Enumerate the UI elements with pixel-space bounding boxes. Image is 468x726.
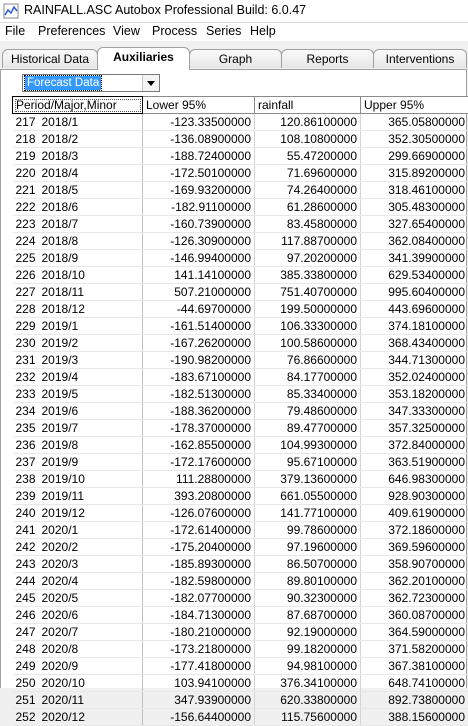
col-header-lower-95[interactable]: Lower 95%	[143, 97, 255, 114]
cell-rainfall[interactable]: 90.32300000	[255, 590, 361, 607]
cell-lower-95[interactable]: 141.14100000	[143, 267, 255, 284]
period-label: 2018/9	[42, 251, 79, 265]
cell-period[interactable]	[13, 284, 143, 301]
row-number: 250	[16, 676, 42, 690]
cell-lower-95[interactable]: -172.17600000	[143, 454, 255, 471]
period-label: 2020/4	[42, 574, 79, 588]
period-label: 2019/3	[42, 353, 79, 367]
cell-upper-95[interactable]: 367.38100000	[361, 658, 468, 675]
cell-rainfall[interactable]: 106.33300000	[255, 318, 361, 335]
row-number: 221	[16, 183, 42, 197]
cell-lower-95[interactable]: -167.26200000	[143, 335, 255, 352]
period-label: 2018/6	[42, 200, 79, 214]
cell-upper-95[interactable]: 327.65400000	[361, 216, 468, 233]
col-header-upper-95[interactable]: Upper 95%	[361, 97, 468, 114]
cell-upper-95[interactable]: 315.89200000	[361, 165, 468, 182]
table-row[interactable]	[13, 658, 468, 675]
cell-lower-95[interactable]: -190.98200000	[143, 352, 255, 369]
cell-lower-95[interactable]: -162.85500000	[143, 437, 255, 454]
cell-rainfall[interactable]: 199.50000000	[255, 301, 361, 318]
cell-lower-95[interactable]: -175.20400000	[143, 539, 255, 556]
cell-upper-95[interactable]: 352.02400000	[361, 369, 468, 386]
period-label: 2018/11	[42, 285, 85, 299]
cell-rainfall[interactable]: 94.98100000	[255, 658, 361, 675]
cell-lower-95[interactable]: -185.89300000	[143, 556, 255, 573]
period-label: 2019/5	[42, 387, 79, 401]
cell-period[interactable]	[13, 267, 143, 284]
title-bar	[0, 0, 468, 23]
cell-period[interactable]	[13, 182, 143, 199]
row-number: 220	[16, 166, 42, 180]
cell-lower-95[interactable]: -180.21000000	[143, 624, 255, 641]
table-row[interactable]	[13, 437, 468, 454]
period-label: 2018/7	[42, 217, 79, 231]
cell-lower-95[interactable]: -169.93200000	[143, 182, 255, 199]
cell-period[interactable]	[13, 573, 143, 590]
cell-upper-95[interactable]: 372.84000000	[361, 437, 468, 454]
row-number: 238	[16, 472, 42, 486]
row-number: 246	[16, 608, 42, 622]
cell-period[interactable]	[13, 403, 143, 420]
table-row[interactable]	[13, 709, 468, 726]
cell-lower-95[interactable]: -183.67100000	[143, 369, 255, 386]
table-row[interactable]	[13, 182, 468, 199]
period-label: 2019/4	[42, 370, 79, 384]
row-number: 235	[16, 421, 42, 435]
cell-lower-95[interactable]: -123.33500000	[143, 114, 255, 131]
cell-period[interactable]	[13, 420, 143, 437]
menu-preferences[interactable]: Preferences	[38, 24, 105, 38]
row-number: 251	[16, 693, 42, 707]
cell-lower-95[interactable]: -182.91100000	[143, 199, 255, 216]
row-number: 224	[16, 234, 42, 248]
cell-lower-95[interactable]: 347.93900000	[143, 692, 255, 709]
table-row[interactable]	[13, 471, 468, 488]
table-row[interactable]	[13, 420, 468, 437]
cell-rainfall[interactable]: 117.88700000	[255, 233, 361, 250]
period-label: 2020/9	[42, 659, 79, 673]
cell-upper-95[interactable]: 409.61900000	[361, 505, 468, 522]
table-row[interactable]	[13, 318, 468, 335]
cell-lower-95[interactable]: 507.21000000	[143, 284, 255, 301]
row-number: 241	[16, 523, 42, 537]
cell-rainfall[interactable]: 86.50700000	[255, 556, 361, 573]
row-number: 244	[16, 574, 42, 588]
cell-period[interactable]	[13, 675, 143, 692]
period-label: 2019/10	[42, 472, 85, 486]
cell-rainfall[interactable]: 55.47200000	[255, 148, 361, 165]
row-number: 227	[16, 285, 42, 299]
cell-upper-95[interactable]: 299.66900000	[361, 148, 468, 165]
table-row[interactable]	[13, 607, 468, 624]
table-row[interactable]	[13, 624, 468, 641]
cell-period[interactable]	[13, 250, 143, 267]
row-number: 217	[16, 115, 42, 129]
period-label: 2020/12	[42, 710, 85, 724]
cell-rainfall[interactable]: 85.33400000	[255, 386, 361, 403]
cell-upper-95[interactable]: 388.15600000	[361, 709, 468, 726]
cell-upper-95[interactable]: 892.73800000	[361, 692, 468, 709]
row-number: 249	[16, 659, 42, 673]
cell-rainfall[interactable]: 376.34100000	[255, 675, 361, 692]
cell-upper-95[interactable]: 374.18100000	[361, 318, 468, 335]
cell-rainfall[interactable]: 115.75600000	[255, 709, 361, 726]
row-number: 242	[16, 540, 42, 554]
cell-rainfall[interactable]: 89.80100000	[255, 573, 361, 590]
tab-reports[interactable]: Reports	[281, 49, 374, 68]
cell-rainfall[interactable]: 95.67100000	[255, 454, 361, 471]
table-row[interactable]	[13, 573, 468, 590]
app-icon	[3, 3, 19, 19]
row-number: 233	[16, 387, 42, 401]
table-header-row	[13, 97, 468, 114]
row-number: 219	[16, 149, 42, 163]
row-number: 225	[16, 251, 42, 265]
cell-rainfall[interactable]: 61.28600000	[255, 199, 361, 216]
cell-lower-95[interactable]: -177.41800000	[143, 658, 255, 675]
cell-period[interactable]	[13, 369, 143, 386]
cell-lower-95[interactable]: 103.94100000	[143, 675, 255, 692]
cell-rainfall[interactable]: 83.45800000	[255, 216, 361, 233]
cell-upper-95[interactable]: 646.98300000	[361, 471, 468, 488]
table-row[interactable]	[13, 301, 468, 318]
cell-period[interactable]	[13, 165, 143, 182]
table-row[interactable]	[13, 641, 468, 658]
tab-interventions[interactable]: Interventions	[373, 49, 467, 68]
period-label: 2019/7	[42, 421, 79, 435]
table-row[interactable]	[13, 114, 468, 131]
cell-upper-95[interactable]: 995.60400000	[361, 284, 468, 301]
row-number: 252	[16, 710, 42, 724]
cell-period[interactable]	[13, 709, 143, 726]
cell-period[interactable]	[13, 505, 143, 522]
period-label: 2018/2	[42, 132, 79, 146]
cell-period[interactable]	[13, 556, 143, 573]
cell-upper-95[interactable]: 358.90700000	[361, 556, 468, 573]
row-number: 222	[16, 200, 42, 214]
cell-rainfall[interactable]: 751.40700000	[255, 284, 361, 301]
row-number: 228	[16, 302, 42, 316]
cell-rainfall[interactable]: 84.17700000	[255, 369, 361, 386]
period-label: 2020/7	[42, 625, 79, 639]
period-label: 2019/8	[42, 438, 79, 452]
cell-upper-95[interactable]: 305.48300000	[361, 199, 468, 216]
cell-rainfall[interactable]: 97.19600000	[255, 539, 361, 556]
period-label: 2020/11	[42, 693, 85, 707]
cell-period[interactable]	[13, 658, 143, 675]
table-row[interactable]	[13, 216, 468, 233]
row-number: 231	[16, 353, 42, 367]
cell-upper-95[interactable]: 341.39900000	[361, 250, 468, 267]
cell-lower-95[interactable]: -126.30900000	[143, 233, 255, 250]
table-row[interactable]	[13, 284, 468, 301]
table-row[interactable]	[13, 539, 468, 556]
cell-upper-95[interactable]: 362.08400000	[361, 233, 468, 250]
row-number: 223	[16, 217, 42, 231]
cell-lower-95[interactable]: -184.71300000	[143, 607, 255, 624]
table-row[interactable]	[13, 556, 468, 573]
cell-upper-95[interactable]: 368.43400000	[361, 335, 468, 352]
cell-rainfall[interactable]: 71.69600000	[255, 165, 361, 182]
row-number: 230	[16, 336, 42, 350]
row-number: 232	[16, 370, 42, 384]
tab-strip	[0, 47, 468, 69]
cell-period[interactable]	[13, 352, 143, 369]
cell-rainfall[interactable]: 661.05500000	[255, 488, 361, 505]
table-row[interactable]	[13, 369, 468, 386]
period-label: 2020/10	[42, 676, 85, 690]
table-row[interactable]	[13, 131, 468, 148]
cell-upper-95[interactable]: 371.58200000	[361, 641, 468, 658]
table-row[interactable]	[13, 675, 468, 692]
cell-rainfall[interactable]: 379.13600000	[255, 471, 361, 488]
cell-lower-95[interactable]: -156.64400000	[143, 709, 255, 726]
cell-upper-95[interactable]: 372.18600000	[361, 522, 468, 539]
row-number: 234	[16, 404, 42, 418]
table-row[interactable]	[13, 454, 468, 471]
row-number: 236	[16, 438, 42, 452]
cell-rainfall[interactable]: 74.26400000	[255, 182, 361, 199]
cell-upper-95[interactable]: 928.90300000	[361, 488, 468, 505]
table-row[interactable]	[13, 335, 468, 352]
cell-upper-95[interactable]: 362.20100000	[361, 573, 468, 590]
row-number: 240	[16, 506, 42, 520]
table-row[interactable]	[13, 250, 468, 267]
cell-rainfall[interactable]: 108.10800000	[255, 131, 361, 148]
cell-lower-95[interactable]: -182.59800000	[143, 573, 255, 590]
cell-rainfall[interactable]: 76.86600000	[255, 352, 361, 369]
period-label: 2019/2	[42, 336, 79, 350]
cell-lower-95[interactable]: -182.51300000	[143, 386, 255, 403]
cell-period[interactable]	[13, 590, 143, 607]
cell-lower-95[interactable]: -161.51400000	[143, 318, 255, 335]
table-row[interactable]	[13, 267, 468, 284]
period-label: 2018/3	[42, 149, 79, 163]
row-number: 218	[16, 132, 42, 146]
table-row[interactable]	[13, 488, 468, 505]
cell-period[interactable]	[13, 131, 143, 148]
cell-period[interactable]	[13, 216, 143, 233]
row-number: 226	[16, 268, 42, 282]
cell-period[interactable]	[13, 114, 143, 131]
menu-bar	[0, 23, 468, 41]
cell-period[interactable]	[13, 335, 143, 352]
period-label: 2020/1	[42, 523, 79, 537]
period-label: 2019/9	[42, 455, 79, 469]
period-label: 2020/8	[42, 642, 79, 656]
cell-rainfall[interactable]: 385.33800000	[255, 267, 361, 284]
cell-upper-95[interactable]: 365.05800000	[361, 114, 468, 131]
menu-series[interactable]: Series	[206, 24, 241, 38]
cell-period[interactable]	[13, 522, 143, 539]
cell-period[interactable]	[13, 624, 143, 641]
period-label: 2019/11	[42, 489, 85, 503]
row-number: 248	[16, 642, 42, 656]
cell-upper-95[interactable]: 369.59600000	[361, 539, 468, 556]
cell-upper-95[interactable]: 364.59000000	[361, 624, 468, 641]
tab-graph[interactable]: Graph	[189, 49, 282, 68]
tab-historical-data[interactable]: Historical Data	[2, 49, 98, 68]
row-number: 247	[16, 625, 42, 639]
table-row[interactable]	[13, 590, 468, 607]
table-body	[13, 114, 468, 726]
cell-upper-95[interactable]: 363.51900000	[361, 454, 468, 471]
row-number: 237	[16, 455, 42, 469]
table-row[interactable]	[13, 199, 468, 216]
menu-help[interactable]: Help	[250, 24, 276, 38]
cell-upper-95[interactable]: 318.46100000	[361, 182, 468, 199]
data-type-select-value: Forecast Data	[25, 76, 101, 90]
row-number: 245	[16, 591, 42, 605]
cell-rainfall[interactable]: 87.68700000	[255, 607, 361, 624]
period-label: 2018/5	[42, 183, 79, 197]
data-type-select[interactable]	[22, 74, 160, 92]
period-label: 2018/10	[42, 268, 85, 282]
tab-auxiliaries[interactable]: Auxiliaries	[97, 47, 190, 70]
cell-rainfall[interactable]: 99.18200000	[255, 641, 361, 658]
table-row[interactable]	[13, 386, 468, 403]
menu-file[interactable]: File	[5, 24, 25, 38]
cell-lower-95[interactable]: -173.21800000	[143, 641, 255, 658]
col-header-rainfall[interactable]: rainfall	[255, 97, 361, 114]
table-row[interactable]	[13, 692, 468, 709]
table-row[interactable]	[13, 505, 468, 522]
cell-upper-95[interactable]: 352.30500000	[361, 131, 468, 148]
cell-period[interactable]	[13, 692, 143, 709]
window-title: RAINFALL.ASC Autobox Professional Build: 6.0.47	[24, 3, 306, 17]
period-label: 2020/2	[42, 540, 79, 554]
period-label: 2019/12	[42, 506, 85, 520]
cell-upper-95[interactable]: 629.53400000	[361, 267, 468, 284]
cell-rainfall[interactable]: 79.48600000	[255, 403, 361, 420]
cell-lower-95[interactable]: -146.99400000	[143, 250, 255, 267]
cell-lower-95[interactable]: 393.20800000	[143, 488, 255, 505]
col-header-period[interactable]: Period/Major,Minor	[13, 97, 143, 114]
cell-upper-95[interactable]: 362.72300000	[361, 590, 468, 607]
table-row[interactable]	[13, 352, 468, 369]
period-label: 2018/12	[42, 302, 85, 316]
period-label: 2020/3	[42, 557, 79, 571]
cell-lower-95[interactable]: -188.72400000	[143, 148, 255, 165]
cell-upper-95[interactable]: 648.74100000	[361, 675, 468, 692]
cell-period[interactable]	[13, 233, 143, 250]
cell-period[interactable]	[13, 437, 143, 454]
table-row[interactable]	[13, 233, 468, 250]
cell-lower-95[interactable]: -178.37000000	[143, 420, 255, 437]
table-row[interactable]	[13, 403, 468, 420]
period-label: 2018/1	[42, 115, 79, 129]
forecast-table	[12, 96, 468, 726]
row-number: 243	[16, 557, 42, 571]
cell-lower-95[interactable]: -136.08900000	[143, 131, 255, 148]
cell-upper-95[interactable]: 353.18200000	[361, 386, 468, 403]
row-number: 239	[16, 489, 42, 503]
cell-lower-95[interactable]: -188.36200000	[143, 403, 255, 420]
chevron-down-icon[interactable]	[142, 75, 159, 91]
cell-upper-95[interactable]: 443.69600000	[361, 301, 468, 318]
period-label: 2018/8	[42, 234, 79, 248]
cell-period[interactable]	[13, 607, 143, 624]
cell-rainfall[interactable]: 97.20200000	[255, 250, 361, 267]
row-number: 229	[16, 319, 42, 333]
period-label: 2020/6	[42, 608, 79, 622]
cell-upper-95[interactable]: 347.33300000	[361, 403, 468, 420]
cell-upper-95[interactable]: 360.08700000	[361, 607, 468, 624]
period-label: 2019/6	[42, 404, 79, 418]
cell-lower-95[interactable]: -172.50100000	[143, 165, 255, 182]
cell-rainfall[interactable]: 120.86100000	[255, 114, 361, 131]
cell-lower-95[interactable]: -172.61400000	[143, 522, 255, 539]
period-label: 2020/5	[42, 591, 79, 605]
cell-period[interactable]	[13, 148, 143, 165]
cell-lower-95[interactable]: -182.07700000	[143, 590, 255, 607]
period-label: 2018/4	[42, 166, 79, 180]
cell-period[interactable]	[13, 539, 143, 556]
cell-rainfall[interactable]: 100.58600000	[255, 335, 361, 352]
cell-rainfall[interactable]: 92.19000000	[255, 624, 361, 641]
menu-view[interactable]: View	[113, 24, 140, 38]
table-row[interactable]	[13, 165, 468, 182]
cell-upper-95[interactable]: 357.32500000	[361, 420, 468, 437]
cell-upper-95[interactable]: 344.71300000	[361, 352, 468, 369]
cell-period[interactable]	[13, 454, 143, 471]
cell-period[interactable]	[13, 301, 143, 318]
cell-lower-95[interactable]: -126.07600000	[143, 505, 255, 522]
period-label: 2019/1	[42, 319, 79, 333]
cell-period[interactable]	[13, 471, 143, 488]
table-row[interactable]	[13, 148, 468, 165]
cell-rainfall[interactable]: 104.99300000	[255, 437, 361, 454]
cell-rainfall[interactable]: 89.47700000	[255, 420, 361, 437]
cell-lower-95[interactable]: -44.69700000	[143, 301, 255, 318]
cell-rainfall[interactable]: 141.77100000	[255, 505, 361, 522]
cell-period[interactable]	[13, 488, 143, 505]
cell-lower-95[interactable]: 111.28800000	[143, 471, 255, 488]
cell-rainfall[interactable]: 620.33800000	[255, 692, 361, 709]
cell-period[interactable]	[13, 641, 143, 658]
cell-lower-95[interactable]: -160.73900000	[143, 216, 255, 233]
cell-period[interactable]	[13, 199, 143, 216]
cell-rainfall[interactable]: 99.78600000	[255, 522, 361, 539]
table-row[interactable]	[13, 522, 468, 539]
cell-period[interactable]	[13, 386, 143, 403]
cell-period[interactable]	[13, 318, 143, 335]
menu-process[interactable]: Process	[152, 24, 197, 38]
